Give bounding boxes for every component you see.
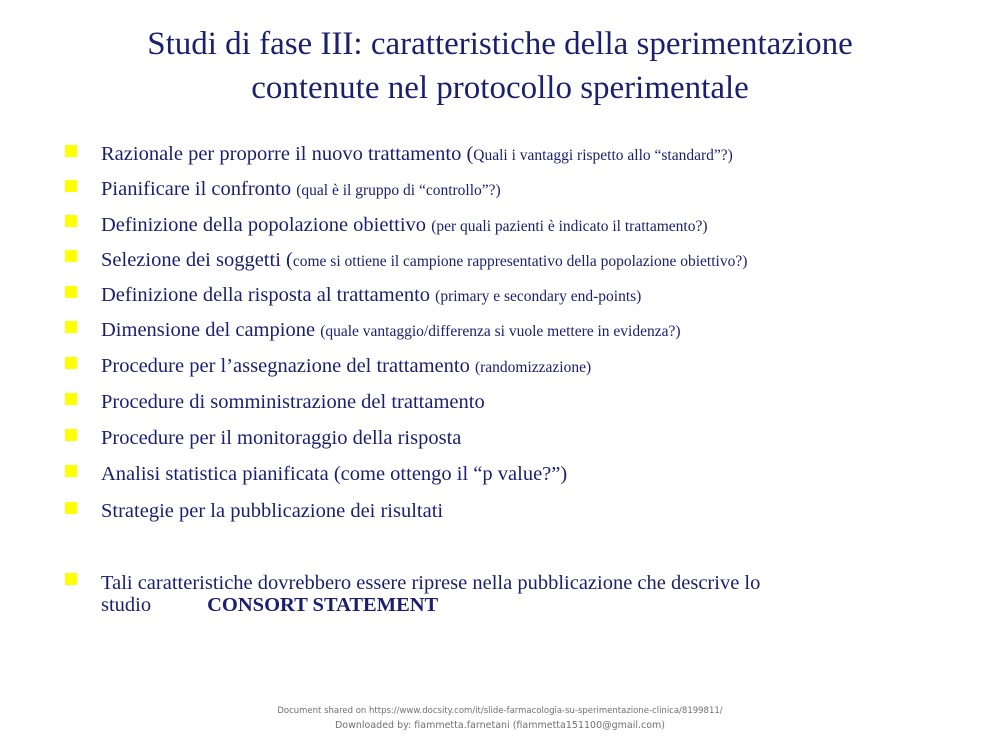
slide-title-line-2: contenute nel protocollo sperimentale: [251, 70, 749, 106]
list-item: Razionale per proporre il nuovo trattamento (Quali i vantaggi rispetto allo “standard”?): [101, 143, 733, 165]
list-item: Procedure per l’assegnazione del trattamento (randomizzazione): [101, 355, 592, 377]
footer-downloaded-by: Downloaded by: fiammetta.farnetani (fiammetta151100@gmail.com): [334, 720, 666, 731]
bullet-marker: [65, 573, 77, 585]
slide-title: [0, 22, 1000, 110]
bullet-marker: [65, 465, 77, 477]
list-item: Dimensione del campione (quale vantaggio/differenza si vuole mettere in evidenza?): [101, 319, 681, 341]
bullet-marker: [65, 286, 77, 298]
bullet-marker: [65, 250, 77, 262]
list-item: Selezione dei soggetti (come si ottiene il campione rappresentativo della popolazione obiettivo?): [101, 249, 748, 271]
final-item-text: Tali caratteristiche dovrebbero essere riprese nella pubblicazione che descrive lo studio: [101, 572, 761, 616]
list-item: Definizione della risposta al trattamento (primary e secondary end-points): [101, 284, 642, 306]
list-item: Pianificare il confronto (qual è il gruppo di “controllo”?): [101, 178, 501, 200]
list-item: Definizione della popolazione obiettivo (per quali pazienti è indicato il trattamento?): [101, 214, 708, 236]
slide-title-line-1: Studi di fase III: caratteristiche della sperimentazione: [147, 26, 853, 62]
list-item: Procedure di somministrazione del trattamento: [101, 391, 485, 413]
consort-statement: CONSORT STATEMENT: [207, 594, 439, 616]
list-item: Strategie per la pubblicazione dei risultati: [101, 500, 444, 522]
bullet-marker: [65, 321, 77, 333]
bullet-marker: [65, 357, 77, 369]
bullet-marker: [65, 502, 77, 514]
bullet-marker: [65, 393, 77, 405]
bullet-marker: [65, 429, 77, 441]
bullet-marker: [65, 215, 77, 227]
list-item: Procedure per il monitoraggio della risposta: [101, 427, 462, 449]
bullet-marker: [65, 180, 77, 192]
final-list-item: [101, 572, 901, 616]
bullet-marker: [65, 145, 77, 157]
footer-shared-link[interactable]: Document shared on https://www.docsity.com/it/slide-farmacologia-su-sperimentazione-clinica/8199811/: [277, 706, 723, 716]
list-item: Analisi statistica pianificata (come ottengo il “p value?”): [101, 463, 568, 485]
